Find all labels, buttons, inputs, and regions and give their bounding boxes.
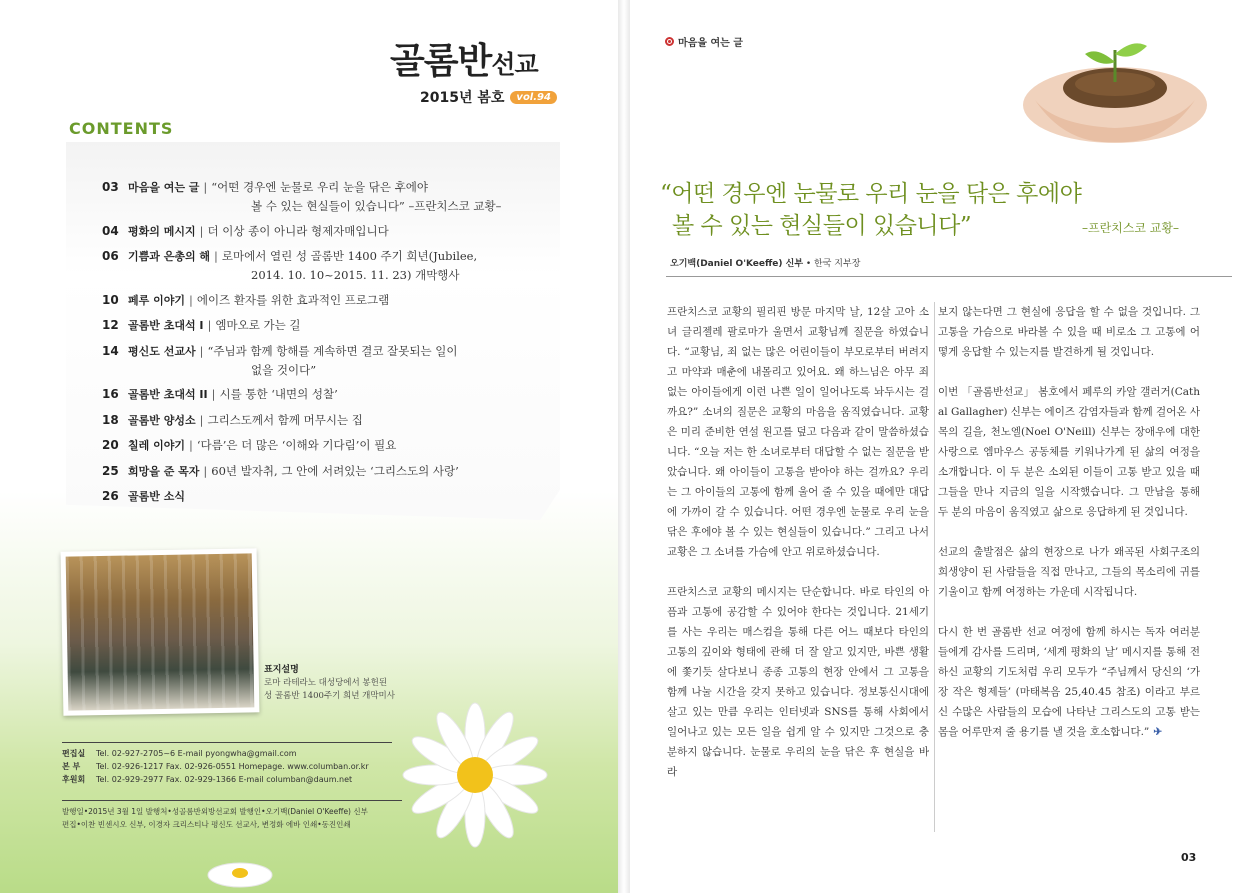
article-column-left	[667, 302, 929, 802]
article-paragraph: 선교의 출발점은 삶의 현장으로 나가 왜곡된 사회구조의 희생양이 된 사람들을 직접 만나고, 그들의 목소리에 귀를 기울이고 함께 여정하는 가운데 시작됩니다.	[938, 546, 1200, 598]
toc-title: “어떤 경우엔 눈물로 우리 눈을 닦은 후에야	[211, 180, 428, 194]
article-paragraph: 이번 「골롬반선교」 봄호에서 페루의 카알 갤러거(Cathal Gallagher) 신부는 에이즈 감염자들과 함께 걸어온 사목의 길을, 천노엘(Noel O'Neill) 신부는 장애우에 대한 사랑으로 엠마우스 공동체를 키워나가게 된 삶의 여정을 소개합니다. 이 두 분은 소외된 이들이 고통 받고 있을 때 그들을 만나 지금의 일을 시작했습니다. 그 만남을 통해 두 분의 마음이 움직였고 삶으로 응답하게 된 것입니다.	[938, 386, 1200, 518]
column-divider	[934, 302, 935, 832]
magazine-title-suffix: 선교	[491, 50, 538, 79]
daisy-flower-icon	[400, 700, 550, 850]
toc-title: “주님과 함께 항해를 계속하면 결코 잘못되는 일이	[207, 343, 458, 358]
toc-title: 60년 발자취, 그 안에 서려있는 ‘그리스도의 사랑’	[211, 463, 459, 478]
page-number: 03	[1181, 851, 1197, 864]
toc-page-number: 12	[102, 318, 119, 332]
toc-item[interactable]: 03 마음을 여는 글 | “어떤 경우엔 눈물로 우리 눈을 닦은 후에야 볼 수 있는 현실들이 있습니다” –프란치스코 교황–	[102, 178, 562, 215]
toc-section: 기쁨과 은총의 해	[128, 250, 211, 263]
section-tag-label: 마음을 여는 글	[678, 38, 743, 49]
toc-page-number: 10	[102, 292, 119, 307]
credit-line	[62, 760, 392, 773]
article-paragraph: 프란치스코 교황의 메시지는 단순합니다. 바로 타인의 아픔과 고통에 공감할 수 있어야 한다는 것입니다. 21세기를 사는 우리는 매스컴을 통해 다른 어느 때보다 타인의 고통의 깊이와 형태에 관해 더 잘 알고 있지만, 바쁜 생활에 쫓기듯 살다보니 종종 고통의 현장 안에서 그 고통을 함께 나눌 시간을 갖지 못하고 있습니다. 정보통신시대에 살고 있는 만큼 우리는 인터넷과 SNS를 통해 사회에서 일어나고 있는 모든 일을 쉽게 알 수 있지만 그것으로 충분하지 않습니다. 눈물로 우리의 눈을 닦은 후 현실을 바라	[667, 586, 929, 778]
issue-line	[390, 87, 570, 107]
toc-section: 페루 이야기	[128, 293, 185, 307]
byline	[670, 256, 860, 269]
credit-text: Tel. 02-929-2977 Fax. 02-929-1366 E-mail columban@daum.net	[96, 775, 353, 784]
page-gutter	[618, 0, 630, 893]
issue-season: 2015년 봄호	[420, 90, 505, 106]
credit-text: Tel. 02-926-1217 Fax. 02-926-0551 Homepage. www.columban.or.kr	[96, 762, 369, 771]
toc-section: 평신도 선교사	[128, 344, 196, 358]
toc-item[interactable]: 25 희망을 준 목자 | 60년 발자취, 그 안에 서려있는 ‘그리스도의 사랑’	[102, 462, 562, 481]
toc-page-number: 04	[102, 223, 119, 238]
colophon-line: 편집•이찬 빈센시오 신부, 이경자 크리스티나 평신도 선교사, 변정화 에바 인쇄•동진인쇄	[62, 820, 351, 829]
magazine-title-main: 골롬반	[390, 41, 492, 82]
toc-item[interactable]: 04 평화의 메시지 | 더 이상 종이 아니라 형제자매입니다	[102, 222, 562, 241]
toc-page-number: 16	[102, 387, 119, 401]
credit-label: 본 부	[62, 762, 81, 771]
article-column-right	[938, 302, 1200, 762]
cover-caption	[264, 664, 395, 703]
toc-section: 골롬반 양성소	[128, 413, 196, 427]
toc-page-number: 03	[102, 180, 119, 194]
headline-line: “어떤 경우엔 눈물로 우리 눈을 닦은 후에야	[660, 181, 1082, 207]
article-paragraph: 프란치스코 교황의 필리핀 방문 마지막 날, 12살 고아 소녀 글리젤레 팔로마가 울면서 교황님께 질문을 하였습니다. “교황님, 죄 없는 많은 어린이들이 부모로부터 버려지고 마약과 매춘에 내몰리고 있어요. 왜 하느님은 아무 죄 없는 아이들에게 이런 나쁜 일이 일어나도록 놔두시는 걸까요?” 소녀의 질문은 교황의 마음을 움직였습니다. 교황은 미리 준비한 연설 원고를 덮고 다음과 같이 말씀하셨습니다. “오늘 저는 한 소녀로부터 대답할 수 없는 질문을 받았습니다. 왜 아이들이 고통을 받아야 하는 걸까요? 우리는 그 아이들의 고통에 함께 울어 줄 수 있을 때에만 대답에 가까이 갈 수 있습니다. 어떤 경우엔 눈물로 우리 눈을 닦은 후에야 볼 수 있는 현실들이 있습니다.” 그리고 나서 교황은 그 소녀를 가슴에 안고 위로하셨습니다.	[667, 306, 929, 558]
toc-section: 희망을 준 목자	[128, 464, 200, 478]
article-paragraph: 보지 않는다면 그 현실에 응답을 할 수 없을 것입니다. 그 고통을 가슴으로 바라볼 수 있을 때 비로소 그 고통에 어떻게 응답할 수 있는지를 발견하게 될 것입니다.	[938, 306, 1200, 358]
toc-item[interactable]: 10 페루 이야기 | 에이즈 환자를 위한 효과적인 프로그램	[102, 291, 562, 310]
headline-attribution: –프란치스코 교황–	[1082, 221, 1179, 235]
contact-credits	[62, 742, 392, 786]
toc-page-number: 20	[102, 438, 119, 452]
toc-section: 골롬반 초대석 II	[128, 388, 208, 401]
colophon-line: 발행일•2015년 3월 1일 발행처•성골롬반외방선교회 발행인•오기백(Daniel O'Keeffe) 신부	[62, 807, 368, 816]
toc-section: 평화의 메시지	[128, 224, 196, 238]
credit-text: Tel. 02-927-2705~6 E-mail pyongwha@gmail.com	[96, 749, 297, 758]
signature-icon: ✈	[1153, 726, 1163, 738]
toc-page-number: 25	[102, 463, 119, 478]
toc-page-number: 26	[102, 489, 119, 503]
headline-line: 볼 수 있는 현실들이 있습니다”	[672, 213, 972, 239]
toc-section: 골롬반 초대석 I	[128, 319, 204, 332]
toc-title: 그리스도께서 함께 머무시는 집	[207, 412, 363, 427]
toc-item[interactable]: 12 골롬반 초대석 I | 엠마오로 가는 길	[102, 316, 562, 335]
toc-page-number: 06	[102, 249, 119, 263]
toc-page-number: 14	[102, 343, 119, 358]
article-paragraph: 다시 한 번 골롬반 선교 여정에 함께 하시는 독자 여러분들에게 감사를 드리며, ‘세계 평화의 날’ 메시지를 통해 전하신 교황의 기도처럼 우리 모두가 “주님께서 당신의 ‘가장 작은 형제들’ (마태복음 25,40.45 참조) 이라고 부르신 수많은 사람들의 모습에 나타난 그리스도의 고통 받는 몸을 어루만져 줄 용기를 낼 것을 호소합니다.”	[938, 626, 1200, 738]
toc-section: 칠레 이야기	[128, 439, 185, 452]
credit-line	[62, 773, 392, 786]
toc-page-number: 18	[102, 412, 119, 427]
section-tag	[665, 34, 743, 49]
toc-section: 골롬반 소식	[128, 490, 185, 503]
credit-label: 후원회	[62, 775, 86, 784]
right-page	[630, 0, 1241, 893]
toc-title-continued: 2014. 10. 10~2015. 11. 23) 개막행사	[251, 268, 460, 282]
toc-item[interactable]	[102, 487, 562, 506]
toc-title: 로마에서 열린 성 골롬반 1400 주기 희년(Jubilee,	[221, 249, 478, 263]
credit-line	[62, 747, 392, 760]
author-role: • 한국 지부장	[805, 259, 861, 269]
cover-caption-title: 표지설명	[264, 665, 299, 675]
toc-title: ‘다름’은 더 많은 ‘이해와 기다림’이 필요	[196, 438, 397, 452]
toc-title: 더 이상 종이 아니라 형제자매입니다	[207, 223, 389, 238]
toc-item[interactable]: 06 기쁨과 은총의 해 | 로마에서 열린 성 골롬반 1400 주기 희년(Jubilee, 2014. 10. 10~2015. 11. 23) 개막행사	[102, 247, 562, 284]
toc-item[interactable]: 20 칠레 이야기 | ‘다름’은 더 많은 ‘이해와 기다림’이 필요	[102, 436, 562, 455]
masthead	[390, 42, 570, 107]
toc-item[interactable]: 18 골롬반 양성소 | 그리스도께서 함께 머무시는 집	[102, 411, 562, 430]
target-bullet-icon	[665, 37, 674, 46]
cathedral-mass-photo	[66, 553, 255, 710]
toc-title-continued: 없을 것이다”	[251, 362, 317, 377]
contents-heading: CONTENTS	[69, 119, 174, 138]
credit-label: 편집실	[62, 749, 86, 758]
cover-caption-line: 로마 라테라노 대성당에서 봉헌된	[264, 678, 388, 688]
colophon	[62, 800, 402, 831]
author-name: 오기백(Daniel O'Keeffe) 신부	[670, 259, 804, 269]
cover-caption-line: 성 골롬반 1400주기 희년 개막미사	[264, 691, 395, 701]
cover-photo-frame	[61, 548, 260, 715]
toc-item[interactable]: 16 골롬반 초대석 II | 시를 통한 ‘내면의 성찰’	[102, 385, 562, 404]
toc-title: 엠마오로 가는 길	[215, 318, 301, 332]
toc-title: 시를 통한 ‘내면의 성찰’	[219, 387, 338, 401]
hands-holding-sprout-icon	[1005, 10, 1225, 155]
small-daisy-icon	[205, 845, 275, 893]
toc-section: 마음을 여는 글	[128, 181, 200, 194]
toc-item[interactable]: 14 평신도 선교사 | “주님과 함께 항해를 계속하면 결코 잘못되는 일이 없을 것이다”	[102, 342, 562, 379]
magazine-title	[390, 42, 570, 85]
toc-title: 에이즈 환자를 위한 효과적인 프로그램	[196, 292, 390, 307]
byline-divider	[666, 276, 1232, 277]
toc-title-continued: 볼 수 있는 현실들이 있습니다” –프란치스코 교황–	[251, 199, 502, 213]
volume-badge: vol.94	[510, 91, 557, 104]
table-of-contents	[102, 178, 562, 513]
